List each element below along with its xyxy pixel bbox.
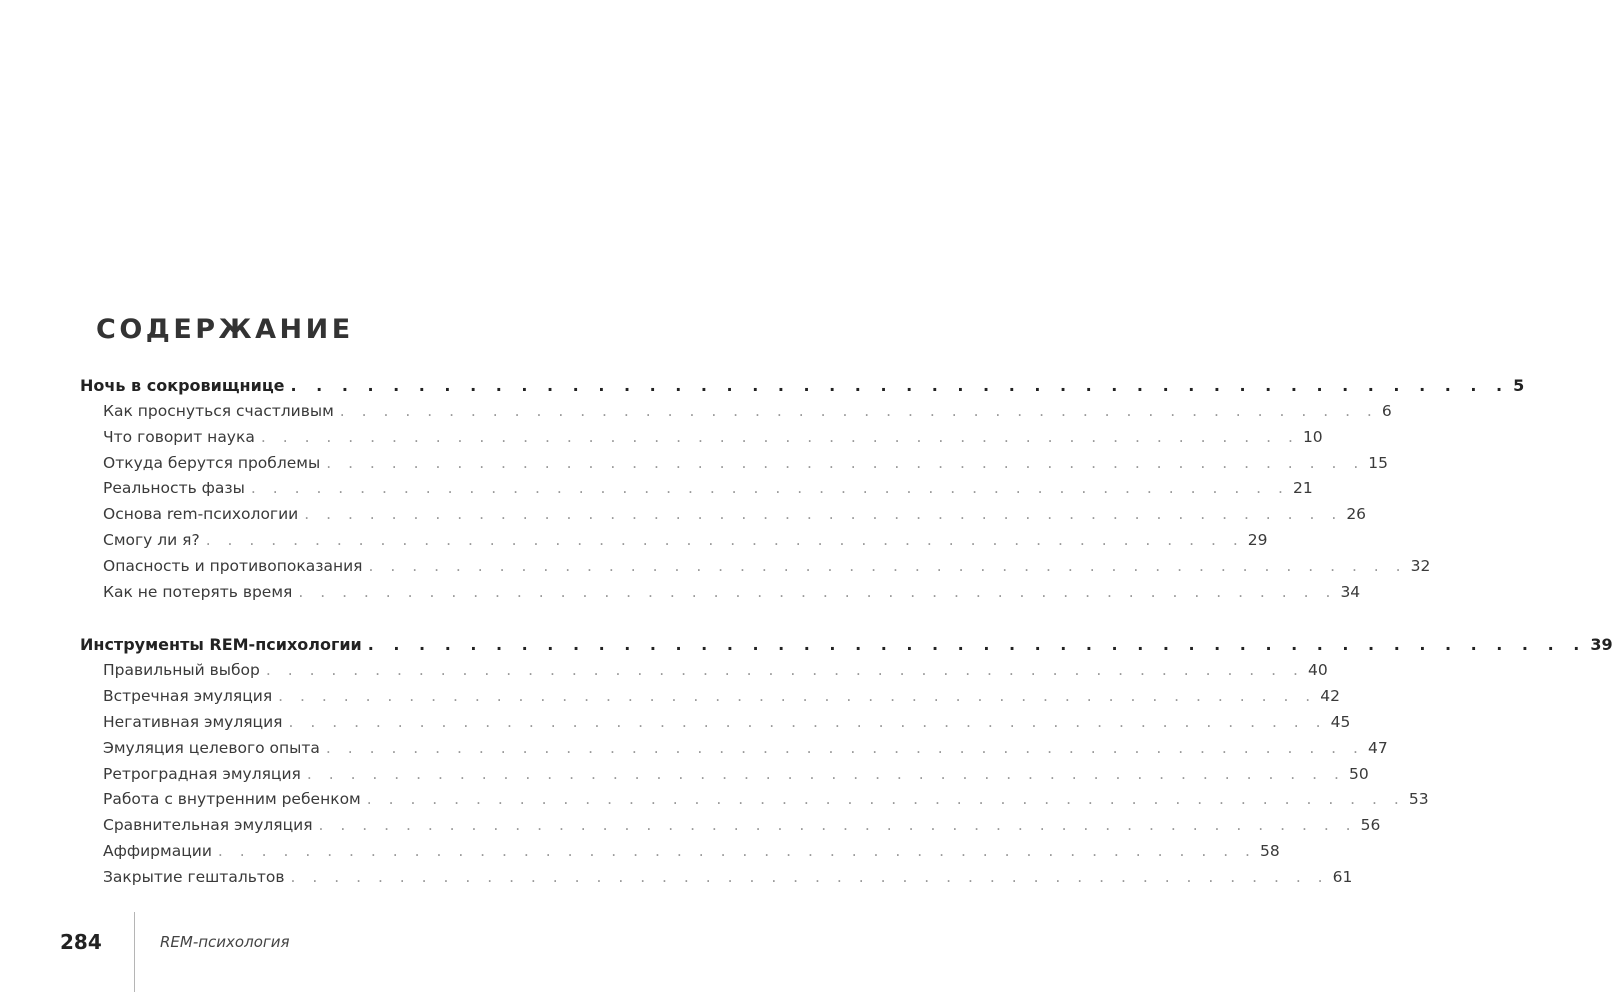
toc-entry-label: Реальность фазы: [103, 479, 245, 498]
toc-entry[interactable]: [80, 839, 1280, 865]
dot-leader: . . . . . . . . . . . . . . . . . . . . . . . . . . . . . . . . . . . . . . . . . . . . . . . .: [318, 816, 1357, 835]
toc-entry[interactable]: [80, 710, 1351, 736]
dot-leader: . . . . . . . . . . . . . . . . . . . . . . . . . . . . . . . . . . . . . . . . . . . . . . . .: [368, 556, 1407, 575]
toc-entry-page-number: 56: [1360, 816, 1381, 835]
toc-entry-label: Ретроградная эмуляция: [103, 764, 301, 783]
toc-title: СОДЕРЖАНИЕ: [96, 314, 354, 345]
dot-leader: . . . . . . . . . . . . . . . . . . . . . . . . . . . . . . . . . . . . . . . . . . . . . . . .: [290, 867, 1329, 886]
dot-leader: . . . . . . . . . . . . . . . . . . . . . . . . . . . . . . . . . . . . . . . . . . . . . . . .: [260, 427, 1299, 446]
toc-entry[interactable]: [80, 762, 1369, 788]
dot-leader: . . . . . . . . . . . . . . . . . . . . . . . . . . . . . . . . . . . . . . . . . . . . . . . .: [288, 712, 1327, 731]
toc-entry-label: Встречная эмуляция: [103, 687, 273, 706]
dot-leader: . . . . . . . . . . . . . . . . . . . . . . . . . . . . . . . . . . . . . . . . . . . . . . . .: [217, 841, 1256, 860]
section-spacer: [80, 605, 518, 631]
toc-entry[interactable]: [80, 451, 1389, 477]
toc-entry-page-number: 34: [1340, 582, 1361, 601]
toc-entry-page-number: 26: [1346, 505, 1367, 524]
table-of-contents: [80, 372, 1613, 891]
dot-leader: . . . . . . . . . . . . . . . . . . . . . . . . . . . . . . . . . . . . . . . . . . . . . . . .: [290, 376, 1510, 395]
toc-entry-label: Закрытие гештальтов: [103, 867, 285, 886]
toc-entry[interactable]: [80, 502, 1367, 528]
toc-entry-label: Откуда берутся проблемы: [103, 453, 321, 472]
toc-entry[interactable]: [80, 476, 1313, 502]
page-footer: [0, 912, 584, 992]
toc-entry-label: Что говорит наука: [103, 427, 255, 446]
toc-entry-page-number: 61: [1332, 867, 1353, 886]
dot-leader: . . . . . . . . . . . . . . . . . . . . . . . . . . . . . . . . . . . . . . . . . . . . . . . .: [325, 738, 1364, 757]
toc-entry-label: Основа rem-психологии: [103, 505, 299, 524]
dot-leader: . . . . . . . . . . . . . . . . . . . . . . . . . . . . . . . . . . . . . . . . . . . . . . . .: [304, 505, 1343, 524]
dot-leader: . . . . . . . . . . . . . . . . . . . . . . . . . . . . . . . . . . . . . . . . . . . . . . . .: [298, 582, 1337, 601]
dot-leader: . . . . . . . . . . . . . . . . . . . . . . . . . . . . . . . . . . . . . . . . . . . . . . . .: [366, 790, 1405, 809]
toc-entry[interactable]: [80, 554, 1431, 580]
toc-entry-label: Правильный выбор: [103, 661, 260, 680]
dot-leader: . . . . . . . . . . . . . . . . . . . . . . . . . . . . . . . . . . . . . . . . . . . . . . . .: [205, 530, 1244, 549]
toc-entry-label: Как не потерять время: [103, 582, 293, 601]
dot-leader: . . . . . . . . . . . . . . . . . . . . . . . . . . . . . . . . . . . . . . . . . . . . . . . .: [367, 635, 1587, 655]
toc-entry-page-number: 21: [1292, 479, 1313, 498]
toc-entry[interactable]: [80, 580, 1361, 606]
dot-leader: . . . . . . . . . . . . . . . . . . . . . . . . . . . . . . . . . . . . . . . . . . . . . . . .: [278, 687, 1317, 706]
footer-page-number: 284: [60, 930, 102, 954]
toc-entry-label: Работа с внутренним ребенком: [103, 790, 361, 809]
toc-section-heading-page-number: 39: [1590, 635, 1613, 655]
toc-entry[interactable]: [80, 736, 1388, 762]
toc-entry-page-number: 47: [1367, 738, 1388, 757]
toc-entry[interactable]: [80, 528, 1268, 554]
toc-entry-page-number: 29: [1247, 530, 1268, 549]
toc-entry-label: Сравнительная эмуляция: [103, 816, 313, 835]
toc-entry-page-number: 40: [1307, 661, 1328, 680]
toc-entry-label: Смогу ли я?: [103, 530, 200, 549]
dot-leader: . . . . . . . . . . . . . . . . . . . . . . . . . . . . . . . . . . . . . . . . . . . . . . . .: [306, 764, 1345, 783]
toc-section-heading[interactable]: [80, 631, 1613, 658]
toc-entry-page-number: 53: [1408, 790, 1429, 809]
toc-entry[interactable]: [80, 865, 1353, 891]
footer-divider: [134, 912, 135, 992]
toc-entry-page-number: 32: [1410, 556, 1431, 575]
toc-entry-page-number: 42: [1320, 687, 1340, 706]
toc-section-heading-label: Ночь в сокровищнице: [80, 376, 285, 395]
toc-entry-page-number: 10: [1302, 427, 1323, 446]
toc-entry-page-number: 6: [1381, 402, 1392, 420]
toc-section-heading[interactable]: [80, 372, 1525, 399]
toc-section-heading-page-number: 5: [1513, 376, 1525, 395]
toc-entry[interactable]: [80, 813, 1381, 839]
toc-entry-label: Эмуляция целевого опыта: [103, 738, 320, 757]
toc-entry[interactable]: [80, 658, 1328, 684]
dot-leader: . . . . . . . . . . . . . . . . . . . . . . . . . . . . . . . . . . . . . . . . . . . . . . . .: [326, 453, 1365, 472]
toc-entry[interactable]: [80, 787, 1429, 813]
dot-leader: . . . . . . . . . . . . . . . . . . . . . . . . . . . . . . . . . . . . . . . . . . . . . . . .: [265, 661, 1304, 680]
toc-entry-page-number: 58: [1260, 841, 1280, 860]
toc-entry-label: Опасность и противопоказания: [103, 556, 363, 575]
dot-leader: . . . . . . . . . . . . . . . . . . . . . . . . . . . . . . . . . . . . . . . . . . . . . . . .: [250, 479, 1289, 498]
toc-entry-label: Как проснуться счастливым: [103, 402, 334, 420]
toc-entry[interactable]: [80, 684, 1340, 710]
toc-entry-page-number: 45: [1330, 712, 1351, 731]
toc-section-heading-label: Инструменты REM-психологии: [80, 635, 362, 655]
toc-entry-page-number: 15: [1368, 453, 1389, 472]
toc-entry-label: Аффирмации: [103, 841, 212, 860]
toc-entry[interactable]: [80, 399, 1392, 425]
toc-entry-label: Негативная эмуляция: [103, 712, 283, 731]
dot-leader: . . . . . . . . . . . . . . . . . . . . . . . . . . . . . . . . . . . . . . . . . . . . . . . .: [339, 402, 1378, 420]
toc-entry[interactable]: [80, 425, 1323, 451]
footer-book-title: REM-психология: [160, 933, 290, 951]
toc-entry-page-number: 50: [1348, 764, 1369, 783]
